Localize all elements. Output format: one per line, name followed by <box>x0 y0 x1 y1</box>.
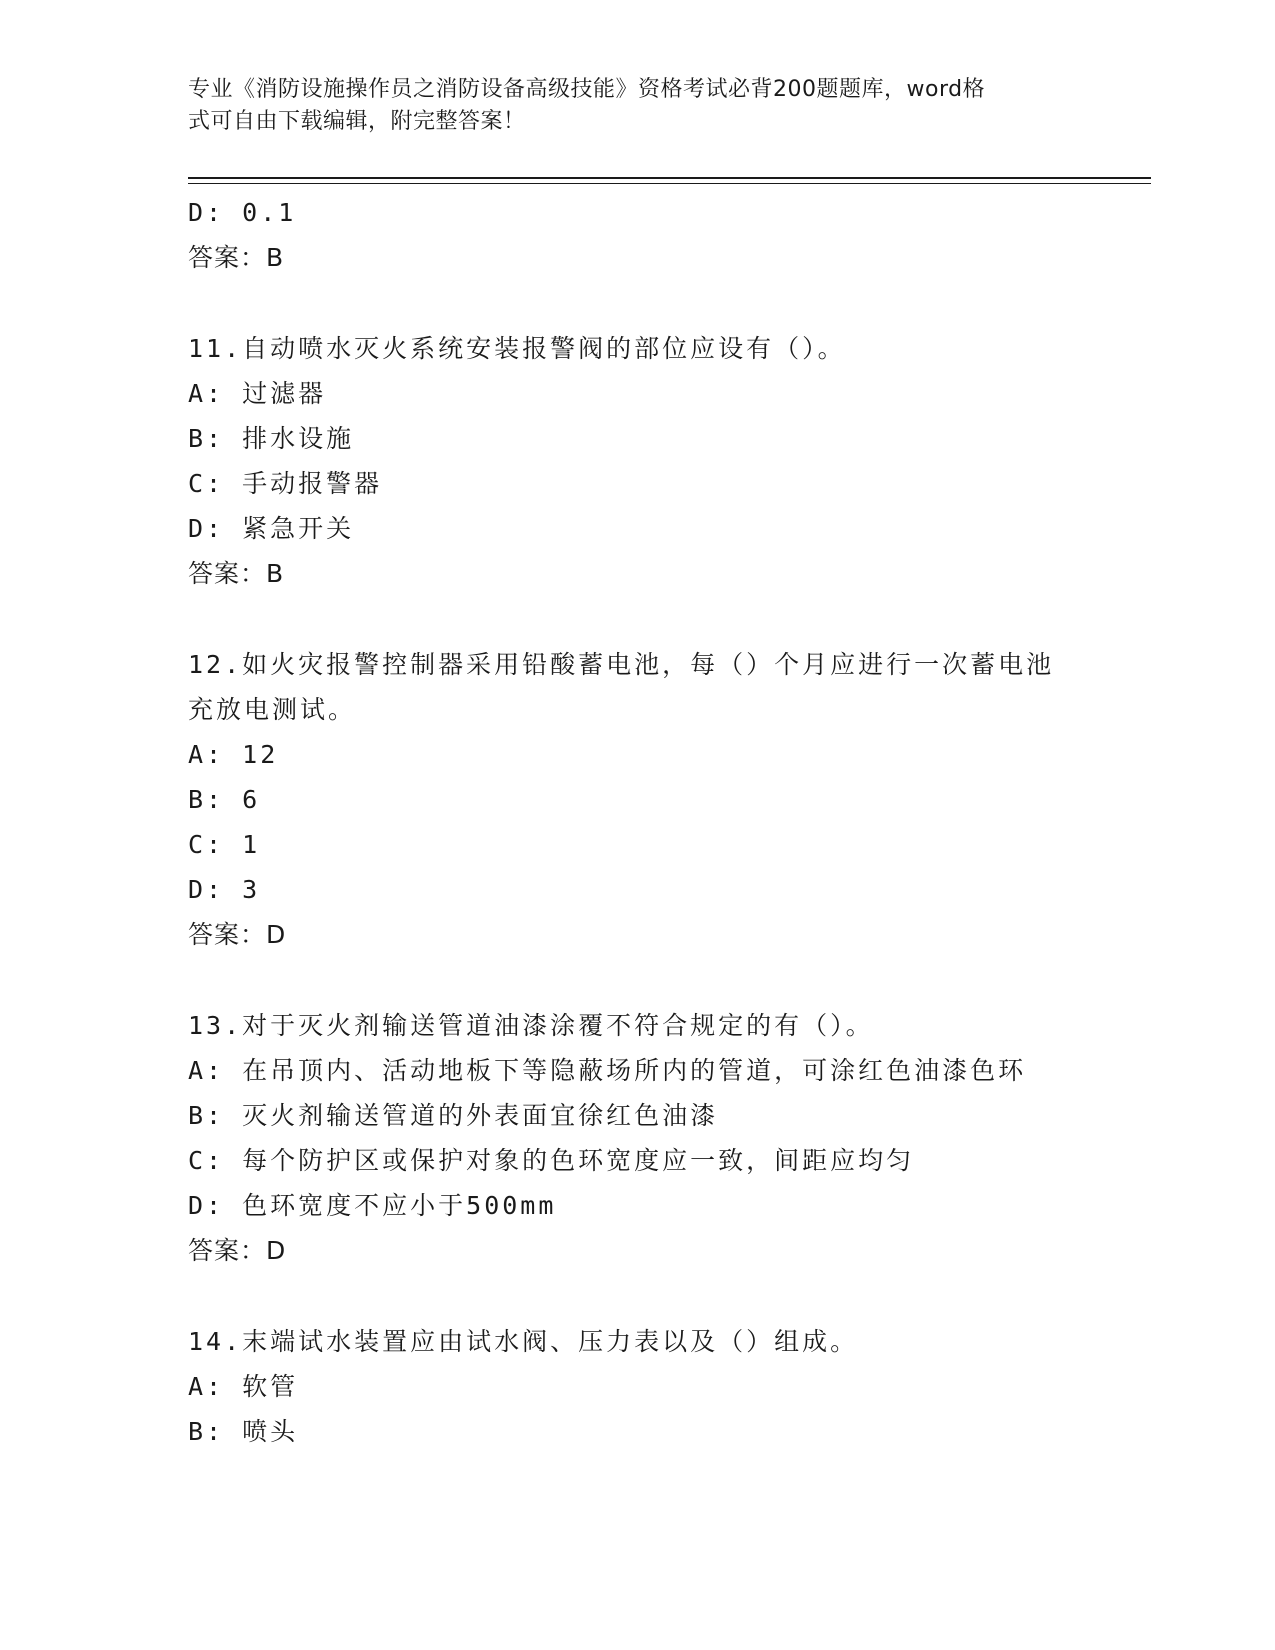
question-list <box>188 190 1088 1454</box>
header-divider-thin <box>188 183 1151 184</box>
question-text-line-2: 充放电测试。 <box>188 695 357 724</box>
option-d: D: 紧急开关 <box>188 514 355 543</box>
option-a: A: 软管 <box>188 1372 299 1401</box>
option-c: C: 每个防护区或保护对象的色环宽度应一致，间距应均匀 <box>188 1146 915 1175</box>
option-a: A: 在吊顶内、活动地板下等隐蔽场所内的管道，可涂红色油漆色环 <box>188 1056 1027 1085</box>
question-11 <box>188 326 1088 597</box>
option-a: A: 过滤器 <box>188 379 327 408</box>
question-text: 14.末端试水装置应由试水阀、压力表以及（）组成。 <box>188 1327 859 1356</box>
option-b: B: 灭火剂输送管道的外表面宜徐红色油漆 <box>188 1101 719 1130</box>
carryover-block <box>188 190 1088 281</box>
option-a: A: 12 <box>188 740 279 769</box>
question-14 <box>188 1319 1088 1454</box>
answer-line: 答案：B <box>188 559 285 588</box>
question-text: 11.自动喷水灭火系统安装报警阀的部位应设有（）。 <box>188 334 846 363</box>
option-c: C: 1 <box>188 830 261 859</box>
option-d: D: 色环宽度不应小于500mm <box>188 1191 557 1220</box>
answer-line: 答案：D <box>188 920 287 949</box>
answer-line: 答案：B <box>188 243 285 272</box>
option-b: B: 6 <box>188 785 261 814</box>
answer-line: 答案：D <box>188 1236 287 1265</box>
header-title-line-2: 式可自由下载编辑，附完整答案！ <box>188 109 526 134</box>
question-12 <box>188 642 1088 958</box>
question-13 <box>188 1003 1088 1274</box>
question-text: 13.对于灭火剂输送管道油漆涂覆不符合规定的有（）。 <box>188 1011 874 1040</box>
option-c: C: 手动报警器 <box>188 469 383 498</box>
header-title-line-1: 专业《消防设施操作员之消防设备高级技能》资格考试必背200题题库，word格 <box>188 77 986 102</box>
question-text-line-1: 12.如火灾报警控制器采用铅酸蓄电池，每（）个月应进行一次蓄电池 <box>188 650 1055 679</box>
option-d: D: 3 <box>188 875 261 904</box>
option-b: B: 排水设施 <box>188 424 355 453</box>
option-d: D: 0.1 <box>188 198 297 227</box>
header-divider-thick <box>188 177 1151 179</box>
document-header <box>188 74 1088 138</box>
option-b: B: 喷头 <box>188 1417 299 1446</box>
